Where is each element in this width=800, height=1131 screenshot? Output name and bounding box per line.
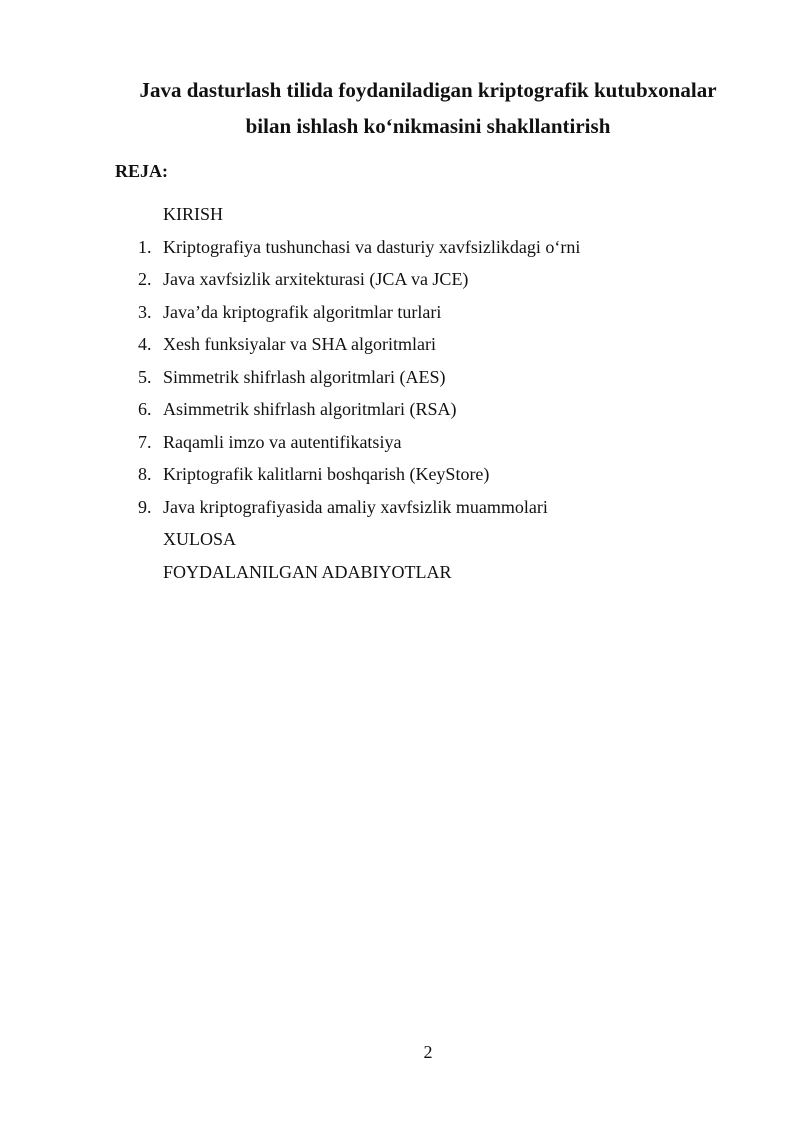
toc-item-number: 6.	[138, 399, 152, 419]
document-title-line-2: bilan ishlash ko‘nikmasini shakllantirish	[245, 114, 611, 138]
toc-item-text: Kriptografiya tushunchasi va dasturiy xavfsizlikdagi o‘rni	[163, 236, 581, 257]
plan-heading: REJA:	[115, 161, 168, 181]
toc-item-number: 8.	[138, 464, 152, 484]
toc-item	[0, 234, 800, 267]
toc-intro-label: KIRISH	[163, 204, 224, 224]
toc-item-text: Xesh funksiyalar va SHA algoritmlari	[163, 334, 436, 354]
toc-item	[0, 429, 800, 462]
toc-item-number: 7.	[138, 431, 152, 452]
toc-item-text: Asimmetrik shifrlash algoritmlari (RSA)	[163, 399, 457, 419]
toc-item-text: Java xavfsizlik arxitekturasi (JCA va JCE)	[163, 269, 469, 289]
toc-item-text: Kriptografik kalitlarni boshqarish (KeyStore)	[163, 464, 490, 484]
toc-item	[0, 299, 800, 332]
toc-item-text: Simmetrik shifrlash algoritmlari (AES)	[163, 366, 446, 387]
toc-item	[0, 331, 800, 364]
toc-item-number: 1.	[138, 236, 152, 257]
toc-references-label: FOYDALANILGAN ADABIYOTLAR	[163, 561, 452, 582]
toc-item-number: 4.	[138, 334, 152, 354]
toc-item	[0, 396, 800, 429]
toc-intro	[0, 201, 800, 234]
toc-item	[0, 266, 800, 299]
toc-item-text: Raqamli imzo va autentifikatsiya	[163, 431, 402, 452]
page-number: 2	[423, 1042, 433, 1062]
toc-item-number: 5.	[138, 366, 152, 387]
toc-conclusion-label: XULOSA	[163, 529, 237, 549]
toc-conclusion	[0, 526, 800, 559]
toc-item	[0, 461, 800, 494]
toc-item-number: 2.	[138, 269, 152, 289]
table-of-contents	[0, 201, 800, 591]
toc-item	[0, 494, 800, 527]
toc-item	[0, 364, 800, 397]
toc-item-text: Java’da kriptografik algoritmlar turlari	[163, 301, 442, 322]
document-title-line-1: Java dasturlash tilida foydaniladigan kriptografik kutubxonalar	[139, 78, 717, 102]
toc-item-text: Java kriptografiyasida amaliy xavfsizlik muammolari	[163, 496, 548, 517]
toc-item-number: 3.	[138, 301, 152, 322]
toc-item-number: 9.	[138, 496, 152, 517]
toc-references	[0, 559, 800, 592]
